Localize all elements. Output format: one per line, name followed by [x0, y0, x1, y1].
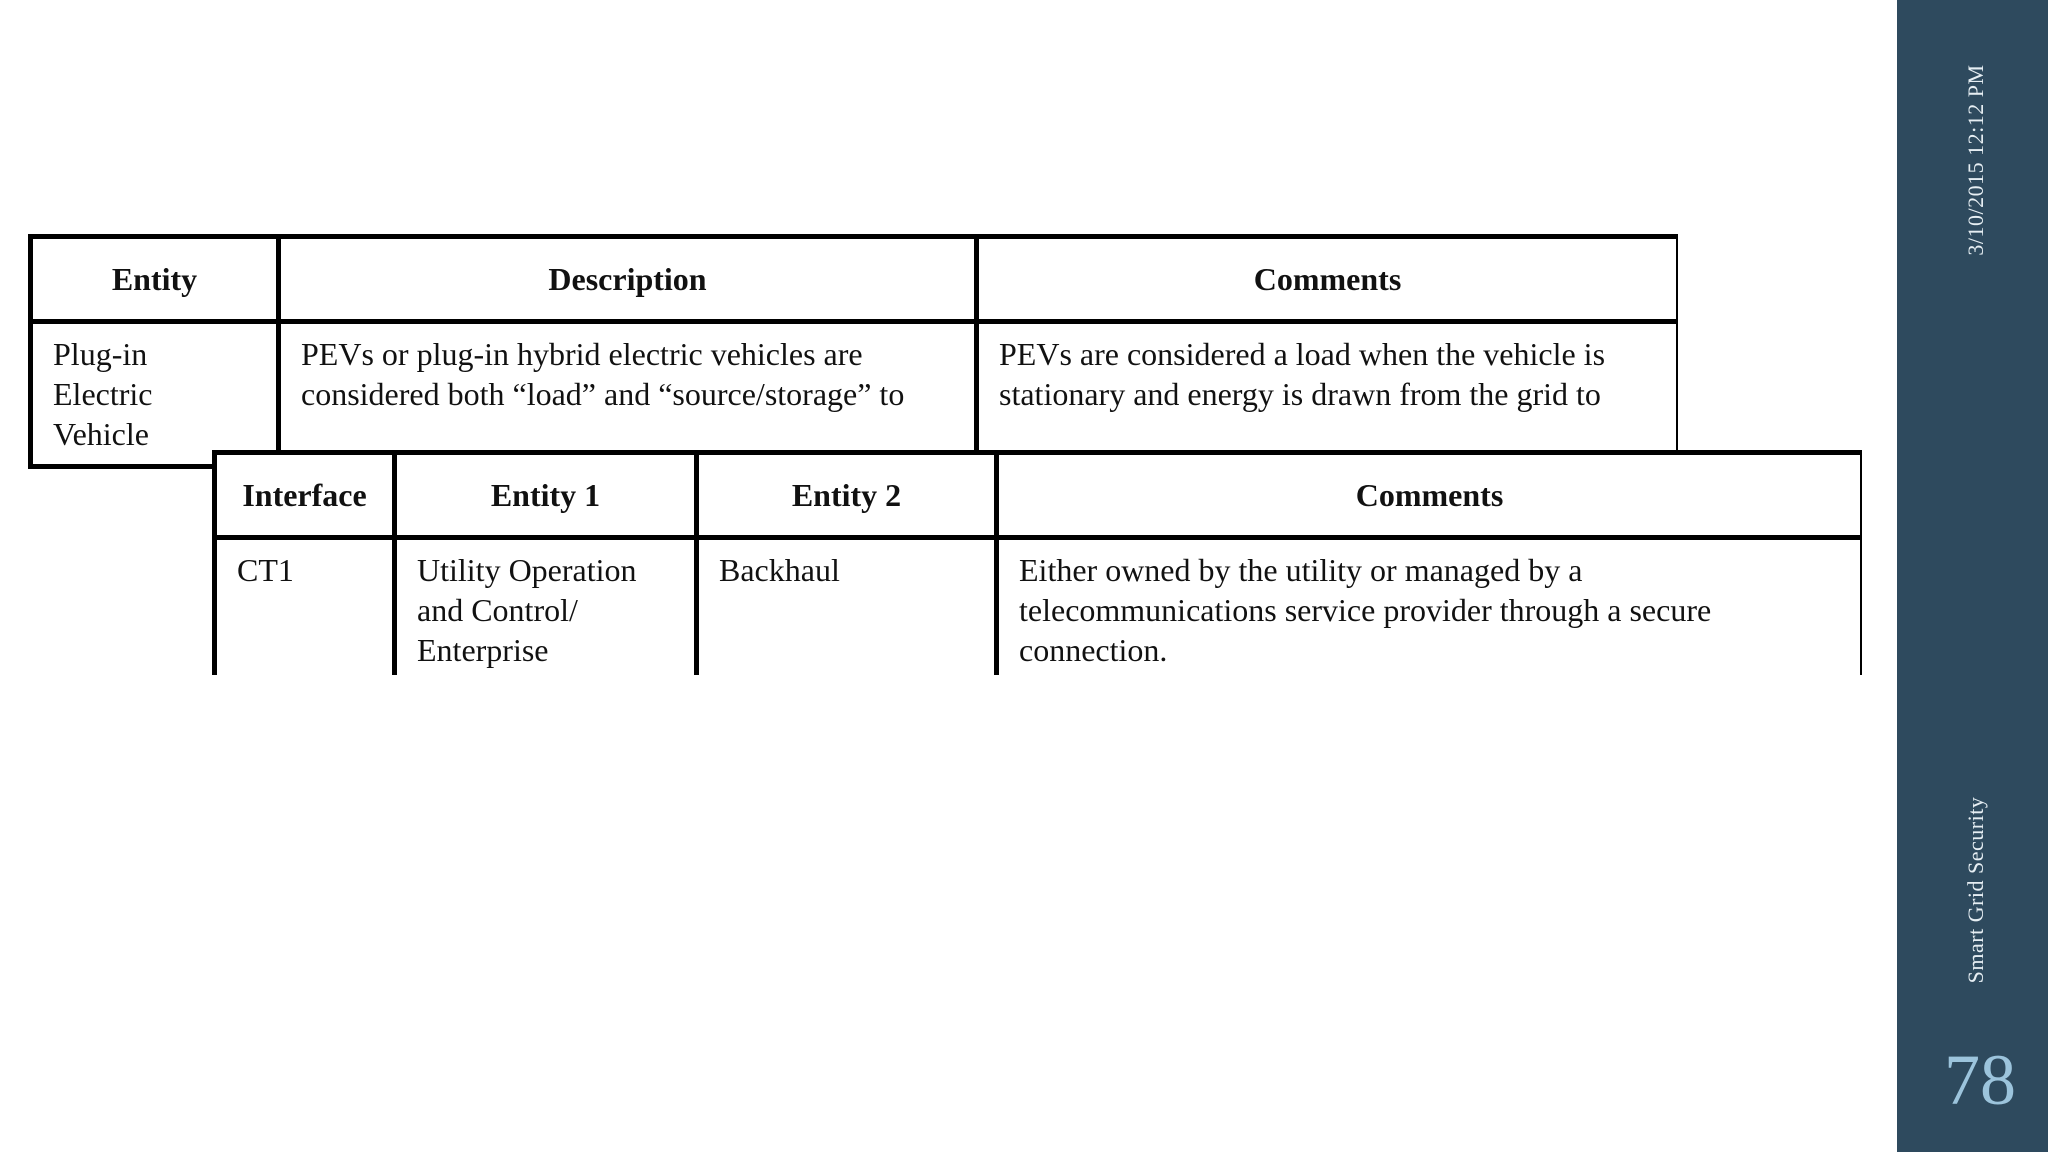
entity2-header: Entity 2 [697, 453, 997, 538]
entity-header: Entity [31, 237, 279, 322]
interface-comments-cell: Either owned by the utility or managed by a telecommunications service provider through a secure connection. [997, 538, 1863, 676]
entity-table [28, 234, 1678, 469]
entity1-header: Entity 1 [395, 453, 697, 538]
slide-footer-title: Smart Grid Security [1963, 796, 1988, 984]
comments-header: Comments [977, 237, 1679, 322]
interface-table-header-row [215, 453, 1863, 538]
interface-table [212, 450, 1862, 675]
slide-date: 3/10/2015 12:12 PM [1963, 64, 1988, 256]
entity1-cell: Utility Operation and Control/ Enterprise [395, 538, 697, 676]
comments-cell: PEVs are considered a load when the vehicle is stationary and energy is drawn from the grid to [977, 322, 1679, 467]
entity-table-header-row [31, 237, 1679, 322]
interface-comments-header: Comments [997, 453, 1863, 538]
description-header: Description [279, 237, 977, 322]
table-row [31, 322, 1679, 467]
entity-cell: Plug-in Electric Vehicle [31, 322, 279, 467]
description-cell: PEVs or plug-in hybrid electric vehicles are considered both “load” and “source/storage” to [279, 322, 977, 467]
interface-cell: CT1 [215, 538, 395, 676]
table-row [215, 538, 1863, 676]
slide-number: 78 [1944, 1040, 2016, 1120]
interface-table-clip [212, 450, 1862, 675]
entity2-cell: Backhaul [697, 538, 997, 676]
interface-header: Interface [215, 453, 395, 538]
